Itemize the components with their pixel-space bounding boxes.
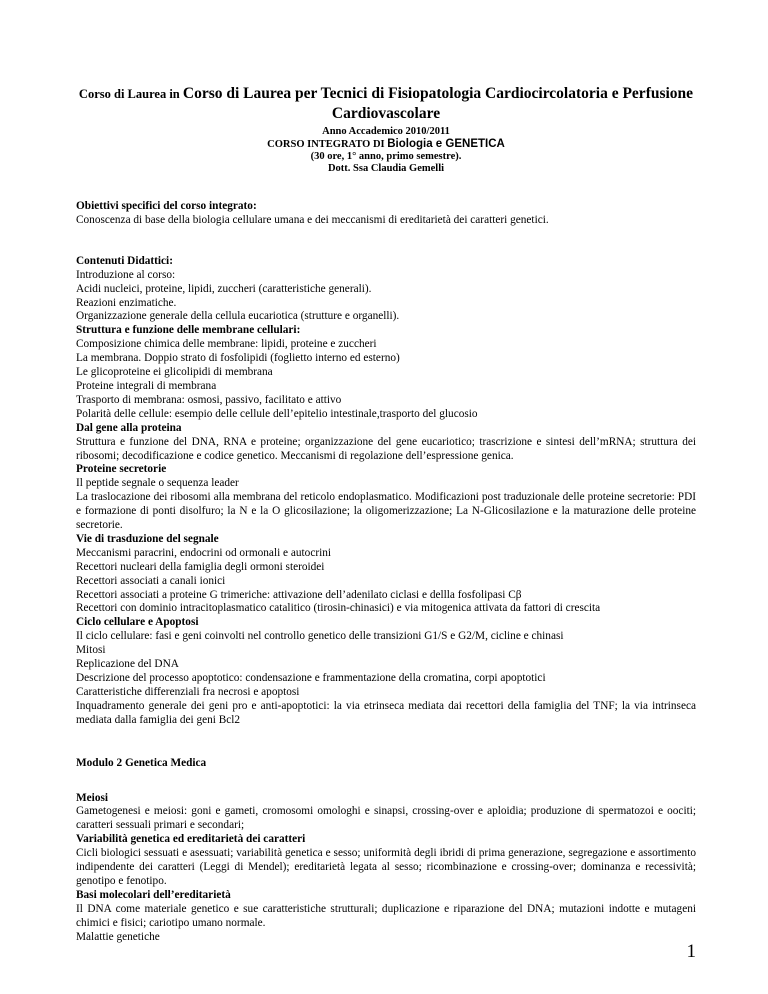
- contents-line: Organizzazione generale della cellula eucariotica (strutture e organelli).: [76, 310, 400, 323]
- contents-heading: Contenuti Didattici:: [76, 254, 173, 267]
- contents-line: Polarità delle cellule: esempio delle cellule dell’epitelio intestinale,trasporto del glucosio: [76, 407, 478, 420]
- contents-line: Composizione chimica delle membrane: lipidi, proteine e zuccheri: [76, 338, 377, 351]
- contents-line: Recettori associati a canali ionici: [76, 574, 226, 587]
- section-heading: Basi molecolari dell’ereditarietà: [76, 888, 231, 901]
- contents-line: Trasporto di membrana: osmosi, passivo, facilitato e attivo: [76, 393, 342, 406]
- contents-line: Reazioni enzimatiche.: [76, 296, 177, 309]
- contents-line: Il ciclo cellulare: fasi e geni coinvolti nel controllo genetico delle transizioni G1/S e G2/M, cicline e chinasi: [76, 630, 564, 643]
- objectives-heading: Obiettivi specifici del corso integrato:: [76, 200, 257, 212]
- contents-line: Replicazione del DNA: [76, 658, 179, 671]
- contents-paragraph: Struttura e funzione del DNA, RNA e proteine; organizzazione del gene eucariotico; trascrizione e sintesi dell’mRNA; struttura dei ribosomi; decodificazione e codice genetico. Meccanismi di regolazione dell’espressione genica.: [76, 435, 696, 462]
- contents-line: Recettori associati a proteine G trimeriche: attivazione dell’adenilato ciclasi e dellla fosfolipasi Cβ: [76, 588, 522, 601]
- document-page: [76, 84, 696, 945]
- contents-paragraph: Il DNA come materiale genetico e sue caratteristiche strutturali; duplicazione e riparazione del DNA; mutazioni indotte e mutageni chimici e fisici; cariotipo umano normale.: [76, 902, 696, 929]
- objectives-text: Conoscenza di base della biologia cellulare umana e dei meccanismi di ereditarietà dei caratteri genetici.: [76, 213, 549, 226]
- course-name: Biologia e GENETICA: [387, 138, 505, 150]
- contents-line: Il peptide segnale o sequenza leader: [76, 477, 239, 490]
- contents-paragraph: La traslocazione dei ribosomi alla membrana del reticolo endoplasmatico. Modificazioni post traduzionale delle proteine secretorie: PDI e formazione di ponti disolfuro; la N e la O glicosilazione; la oligomerizzazione; La N-Glicosilazione e la maturazione delle proteine secretorie.: [76, 491, 696, 532]
- section-heading: Variabilità genetica ed ereditarietà dei caratteri: [76, 833, 306, 846]
- document-title: [76, 84, 696, 123]
- section-heading: Ciclo cellulare e Apoptosi: [76, 616, 199, 629]
- contents-line: Recettori nucleari della famiglia degli ormoni steroidei: [76, 560, 325, 573]
- module-title: Modulo 2 Genetica Medica: [76, 756, 207, 769]
- contents-paragraph: Gametogenesi e meiosi: goni e gameti, cromosomi omologhi e sinapsi, crossing-over e aploidia; produzione di spermatozoi e oociti; caratteri sessuali primari e secondari;: [76, 805, 696, 832]
- contents-paragraph: Inquadramento generale dei geni pro e anti-apoptotici: la via etrinseca mediata dai recettori della famiglia del TNF; la via intrinseca mediata dalla famiglia dei geni Bcl2: [76, 699, 696, 726]
- section-heading: Proteine secretorie: [76, 463, 167, 476]
- contents-line: Acidi nucleici, proteine, lipidi, zuccheri (caratteristiche generali).: [76, 282, 372, 295]
- contents-line: Malattie genetiche: [76, 930, 160, 943]
- contents-line: Descrizione del processo apoptotico: condensazione e frammentazione della cromatina, corpi apoptotici: [76, 672, 546, 684]
- title-main: Corso di Laurea per Tecnici di Fisiopatologia Cardiocircolatoria e Perfusione Cardiovascolare: [182, 85, 694, 122]
- section-heading: Meiosi: [76, 791, 108, 804]
- course-prefix: CORSO INTEGRATO DI: [267, 139, 388, 150]
- page-number: 1: [686, 941, 696, 962]
- contents-line: Le glicoproteine ei glicolipidi di membrana: [76, 366, 273, 379]
- document-header: [76, 84, 696, 175]
- section-heading: Vie di trasduzione del segnale: [76, 532, 219, 545]
- course-line: [76, 138, 696, 151]
- contents-line: Mitosi: [76, 644, 106, 657]
- section-heading: Dal gene alla proteina: [76, 421, 182, 434]
- document-body: [76, 200, 696, 945]
- contents-line: Meccanismi paracrini, endocrini od ormonali e autocrini: [76, 546, 332, 559]
- contents-line: Introduzione al corso:: [76, 268, 176, 281]
- contents-paragraph: Cicli biologici sessuati e asessuati; variabilità genetica e sesso; uniformità degli ibridi di prima generazione, segregazione e assortimento indipendente dei caratteri (Leggi di Mendel); ereditarietà legata al sesso; ricombinazione e crossing-over; dominanza e recessività; genotipo e fenotipo.: [76, 847, 696, 887]
- contents-line: La membrana. Doppio strato di fosfolipidi (foglietto interno ed esterno): [76, 352, 400, 365]
- contents-line: Recettori con dominio intracitoplasmatico catalitico (tirosin-chinasici) e via mitogenica attivata da fattori di crescita: [76, 602, 601, 615]
- contents-line: Caratteristiche differenziali fra necrosi e apoptosi: [76, 685, 300, 698]
- title-prefix: Corso di Laurea in: [78, 87, 183, 101]
- course-hours: (30 ore, 1° anno, primo semestre).: [310, 151, 462, 162]
- academic-year: Anno Accademico 2010/2011: [322, 126, 450, 137]
- section-heading: Struttura e funzione delle membrane cellulari:: [76, 324, 301, 337]
- contents-line: Proteine integrali di membrana: [76, 379, 217, 392]
- course-teacher: Dott. Ssa Claudia Gemelli: [327, 163, 445, 174]
